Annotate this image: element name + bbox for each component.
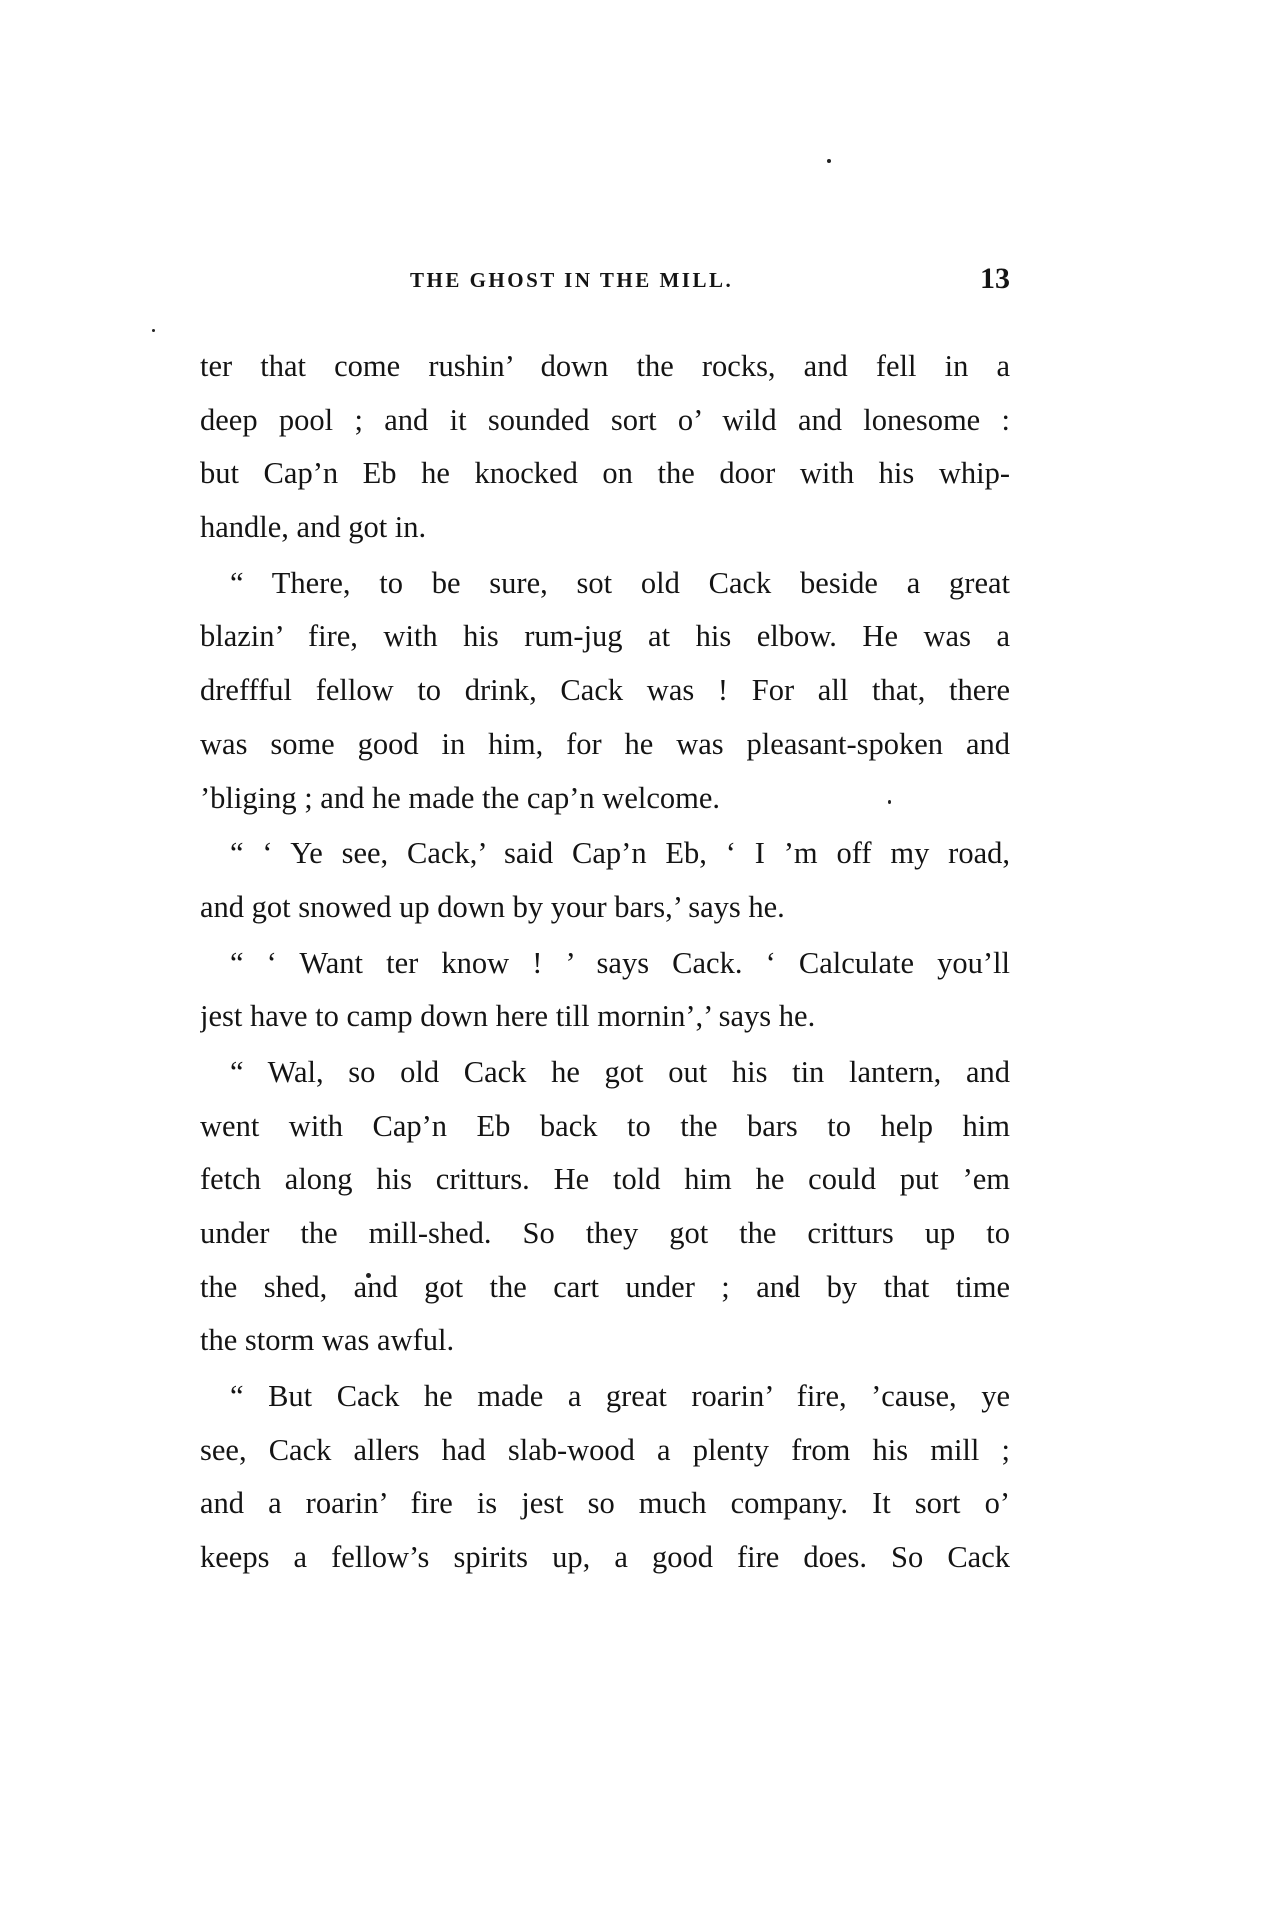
text-line: and a roarin’ fire is jest so much company. It sort o’ [200, 1486, 1010, 1521]
text-line: “ There, to be sure, sot old Cack beside a great [230, 565, 1010, 600]
text-line: see, Cack allers had slab-wood a plenty from his mill ; [200, 1432, 1010, 1467]
text-line: the storm was awful. [200, 1323, 455, 1358]
text-line: jest have to camp down here till mornin’,’ says he. [200, 999, 816, 1034]
text-line: the shed, and got the cart under ; and by that time [200, 1269, 1010, 1304]
text-line: “ Wal, so old Cack he got out his tin lantern, and [230, 1054, 1010, 1089]
text-line: keeps a fellow’s spirits up, a good fire does. So Cack [200, 1540, 1010, 1575]
text-line: and got snowed up down by your bars,’ says he. [200, 889, 785, 924]
text-line: “ ‘ Ye see, Cack,’ said Cap’n Eb, ‘ I ’m off my road, [230, 836, 1010, 871]
text-line: blazin’ fire, with his rum-jug at his elbow. He was a [200, 619, 1010, 654]
text-line: ter that come rushin’ down the rocks, and fell in a [200, 349, 1010, 383]
text-line: dreffful fellow to drink, Cack was ! For all that, there [200, 673, 1010, 708]
text-line: “ But Cack he made a great roarin’ fire, ’cause, ye [230, 1379, 1010, 1414]
text-line: handle, and got in. [200, 510, 427, 545]
body-text [200, 340, 1010, 1585]
text-line: but Cap’n Eb he knocked on the door with his whip- [200, 456, 1010, 491]
ink-speck [827, 159, 831, 163]
running-header [200, 262, 1010, 302]
text-line: went with Cap’n Eb back to the bars to help him [200, 1108, 1010, 1143]
running-title: THE GHOST IN THE MILL. [410, 268, 734, 292]
text-line: ’bliging ; and he made the cap’n welcome. [200, 780, 721, 815]
text-line: “ ‘ Want ter know ! ’ says Cack. ‘ Calculate you’ll [230, 945, 1010, 980]
text-line: under the mill-shed. So they got the critturs up to [200, 1216, 1010, 1250]
page-number: 13 [980, 262, 1010, 295]
text-line: fetch along his critturs. He told him he could put ’em [200, 1162, 1010, 1197]
text-line: was some good in him, for he was pleasant-spoken and [200, 726, 1010, 761]
text-line: deep pool ; and it sounded sort o’ wild and lonesome : [200, 402, 1010, 437]
ink-speck [152, 329, 155, 332]
